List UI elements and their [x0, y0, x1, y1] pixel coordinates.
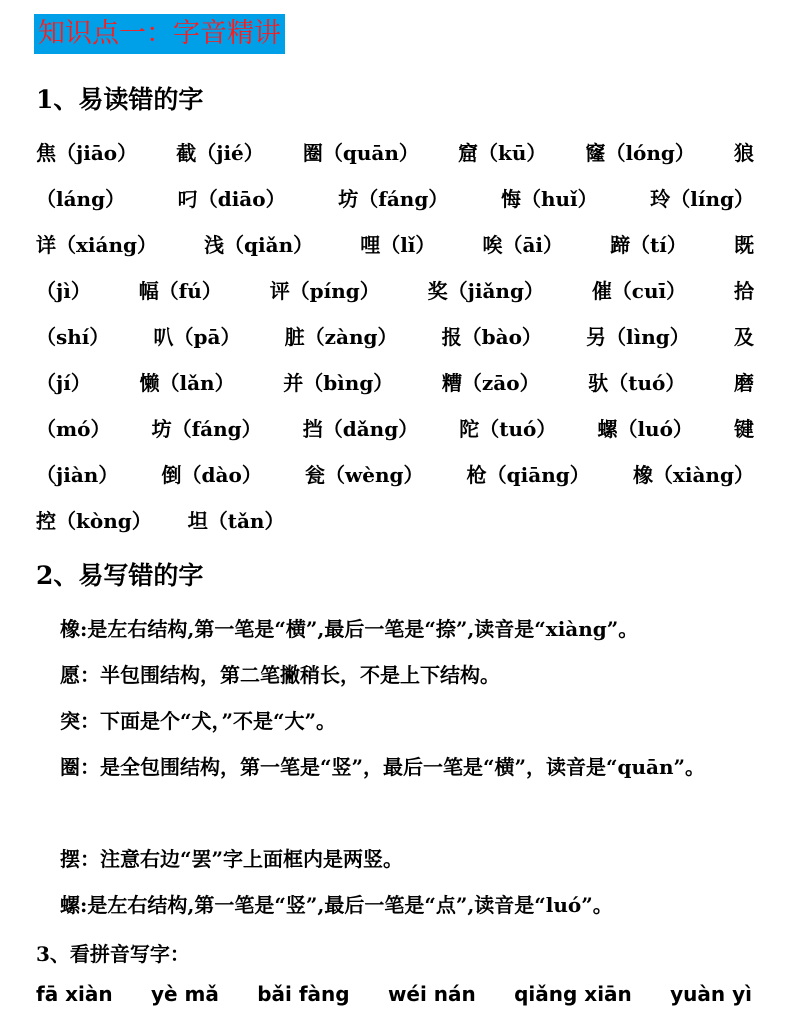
word-line-6 [36, 366, 754, 396]
word-line-7 [36, 412, 754, 442]
word-item: 枪（qiāng） [466, 462, 590, 487]
pinyin-item: fā xiàn [36, 982, 113, 1006]
note-item: 橡:是左右结构,第一笔是“横”,最后一笔是“捺”,读音是“xiàng”。 [60, 617, 639, 641]
note-item: 愿：半包围结构，第二笔撇稍长，不是上下结构。 [60, 663, 500, 687]
word-item: 螺（luó） [597, 416, 693, 441]
word-item: 圈（quān） [302, 140, 419, 165]
note-item: 螺:是左右结构,第一笔是“竖”,最后一笔是“点”,读音是“luó”。 [60, 893, 613, 917]
word-item: 叼（diāo） [177, 186, 286, 211]
word-item: 浅（qiǎn） [204, 232, 314, 257]
word-item: 蹄（tí） [610, 232, 687, 257]
word-item: 坊（fáng） [151, 416, 262, 441]
word-item: 坦（tǎn） [187, 508, 285, 533]
section3-heading: 3、看拼音写字： [36, 942, 190, 966]
word-item: 键 [734, 416, 754, 441]
word-item: 坊（fáng） [338, 186, 449, 211]
word-item: 评（píng） [269, 278, 380, 303]
word-item: 悔（huǐ） [500, 186, 598, 211]
word-item: （mó） [36, 416, 111, 441]
word-item: 糟（zāo） [441, 370, 540, 395]
word-item: 懒（lǎn） [139, 370, 235, 395]
word-line-3 [36, 228, 754, 258]
word-item: 另（lìng） [586, 324, 690, 349]
word-item: 窿（lóng） [585, 140, 695, 165]
word-item: （jiàn） [36, 462, 119, 487]
page-title: 知识点一：字音精讲 [34, 14, 285, 54]
word-item: 陀（tuó） [459, 416, 557, 441]
word-item: 磨 [733, 370, 754, 395]
word-item: 截（jié） [176, 140, 264, 165]
word-line-9 [36, 504, 754, 534]
pinyin-item: yuàn yì [670, 982, 752, 1006]
word-item: （jí） [36, 370, 91, 395]
word-item: 控（kòng） [36, 508, 152, 533]
word-line-2 [36, 182, 754, 212]
word-item: 哩（lǐ） [360, 232, 436, 257]
word-line-8 [36, 458, 754, 488]
pinyin-item: qiǎng xiān [514, 982, 632, 1006]
word-item: 奖（jiǎng） [427, 278, 544, 303]
word-item: （jì） [36, 278, 91, 303]
word-item: 报（bào） [441, 324, 542, 349]
pinyin-item: bǎi fàng [257, 982, 350, 1006]
word-item: 既 [733, 232, 754, 257]
word-item: 橡（xiàng） [632, 462, 754, 487]
word-item: 挡（dǎng） [302, 416, 419, 441]
word-item: 并（bìng） [283, 370, 394, 395]
pinyin-item: yè mǎ [150, 982, 219, 1006]
note-item: 摆：注意右边“罢”字上面框内是两竖。 [60, 847, 404, 871]
word-item: 及 [733, 324, 754, 349]
section2-heading: 2、易写错的字 [36, 561, 204, 590]
word-item: 焦（jiāo） [36, 140, 138, 165]
word-item: 催（cuī） [591, 278, 687, 303]
note-item: 圈：是全包围结构，第一笔是“竖”，最后一笔是“横”，读音是“quān”。 [60, 755, 706, 779]
word-item: 瓮（wèng） [305, 462, 424, 487]
word-item: 狼 [734, 140, 754, 165]
note-item: 突：下面是个“犬，”不是“大”。 [60, 709, 337, 733]
word-item: 唉（āi） [482, 232, 564, 257]
word-item: 详（xiáng） [36, 232, 158, 257]
word-item: 幅（fú） [138, 278, 222, 303]
word-item: 拾 [733, 278, 754, 303]
pinyin-line [36, 982, 752, 1006]
word-item: 驮（tuó） [588, 370, 686, 395]
section1-heading: 1、易读错的字 [36, 85, 204, 114]
word-line-1 [36, 136, 754, 166]
word-item: 脏（zàng） [284, 324, 398, 349]
word-item: 窟（kū） [457, 140, 547, 165]
word-item: 玲（líng） [650, 186, 754, 211]
word-line-4 [36, 274, 754, 304]
word-item: （láng） [36, 186, 126, 211]
word-item: 叭（pā） [153, 324, 241, 349]
word-item: （shí） [36, 324, 110, 349]
word-item: 倒（dào） [161, 462, 262, 487]
word-line-5 [36, 320, 754, 350]
pinyin-item: wéi nán [387, 982, 476, 1006]
